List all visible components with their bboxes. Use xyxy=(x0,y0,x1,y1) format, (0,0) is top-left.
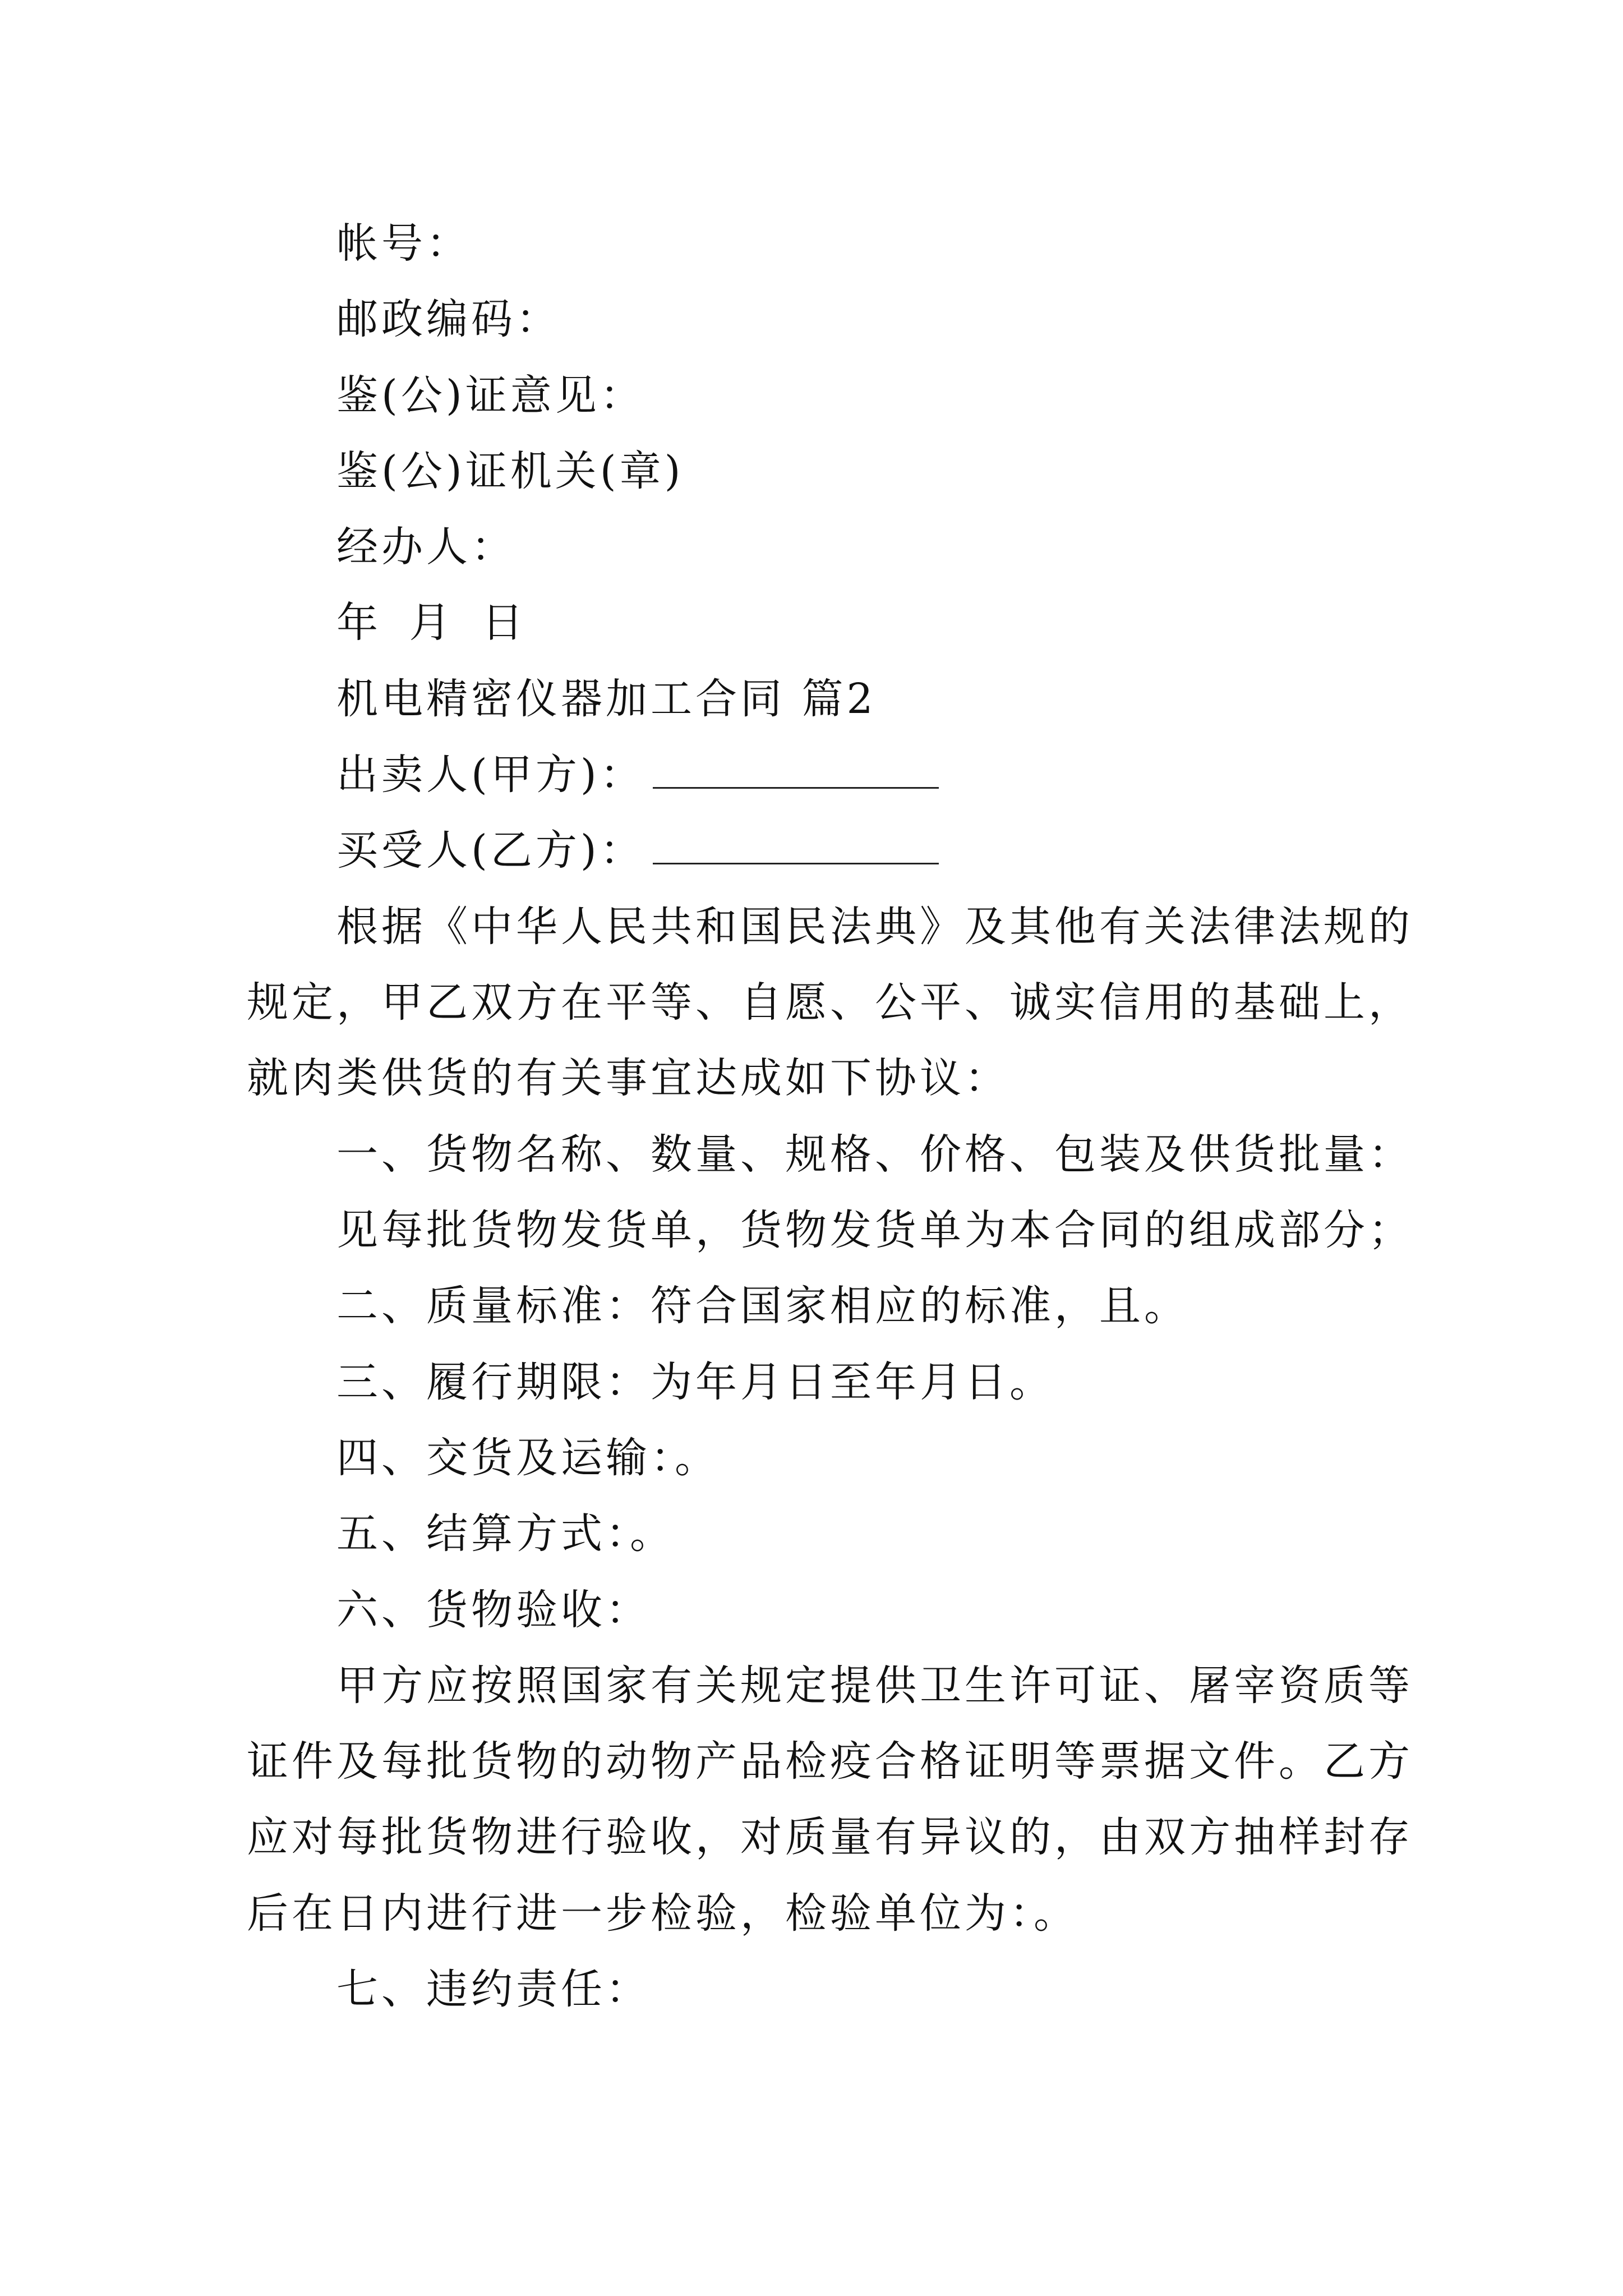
clause-6-body-line-3: 应对每批货物进行验收，对质量有异议的，由双方抽样封存 xyxy=(247,1813,1413,1861)
date-line: 年 月 日 xyxy=(336,599,527,647)
clause-5: 五、结算方式：。 xyxy=(336,1510,675,1558)
clause-1-heading: 一、货物名称、数量、规格、价格、包装及供货批量： xyxy=(336,1130,1413,1179)
notary-authority-seal-line: 鉴(公)证机关(章) xyxy=(336,447,684,495)
clause-6-heading: 六、货物验收： xyxy=(336,1586,651,1634)
clause-7-heading: 七、违约责任： xyxy=(336,1965,651,2013)
buyer-label: 买受人(乙方)： xyxy=(336,826,645,875)
preamble-line-3: 就肉类供货的有关事宜达成如下协议： xyxy=(247,1054,1009,1102)
buyer-blank xyxy=(653,823,939,864)
postal-code-line: 邮政编码： xyxy=(336,295,561,343)
handler-line: 经办人： xyxy=(336,523,516,571)
clause-2: 二、质量标准：符合国家相应的标准，且。 xyxy=(336,1282,1189,1330)
seller-line xyxy=(336,747,939,803)
clause-1-body: 见每批货物发货单，货物发货单为本合同的组成部分； xyxy=(336,1206,1413,1254)
buyer-line xyxy=(336,822,939,878)
clause-6-body-line-4: 后在日内进行进一步检验，检验单位为：。 xyxy=(247,1889,1078,1938)
contract-title: 机电精密仪器加工合同 篇2 xyxy=(336,675,877,723)
preamble-line-1: 根据《中华人民共和国民法典》及其他有关法律法规的 xyxy=(336,903,1413,951)
account-number-line: 帐号： xyxy=(336,219,471,268)
seller-blank xyxy=(653,748,939,789)
clause-4: 四、交货及运输：。 xyxy=(336,1434,720,1482)
clause-3: 三、履行期限：为年月日至年月日。 xyxy=(336,1358,1054,1406)
preamble-line-2: 规定，甲乙双方在平等、自愿、公平、诚实信用的基础上， xyxy=(247,978,1413,1027)
clause-6-body-line-2: 证件及每批货物的动物产品检疫合格证明等票据文件。乙方 xyxy=(247,1737,1413,1786)
seller-label: 出卖人(甲方)： xyxy=(336,751,645,799)
clause-6-body-line-1: 甲方应按照国家有关规定提供卫生许可证、屠宰资质等 xyxy=(336,1662,1413,1710)
notary-opinion-line: 鉴(公)证意见： xyxy=(336,371,645,420)
